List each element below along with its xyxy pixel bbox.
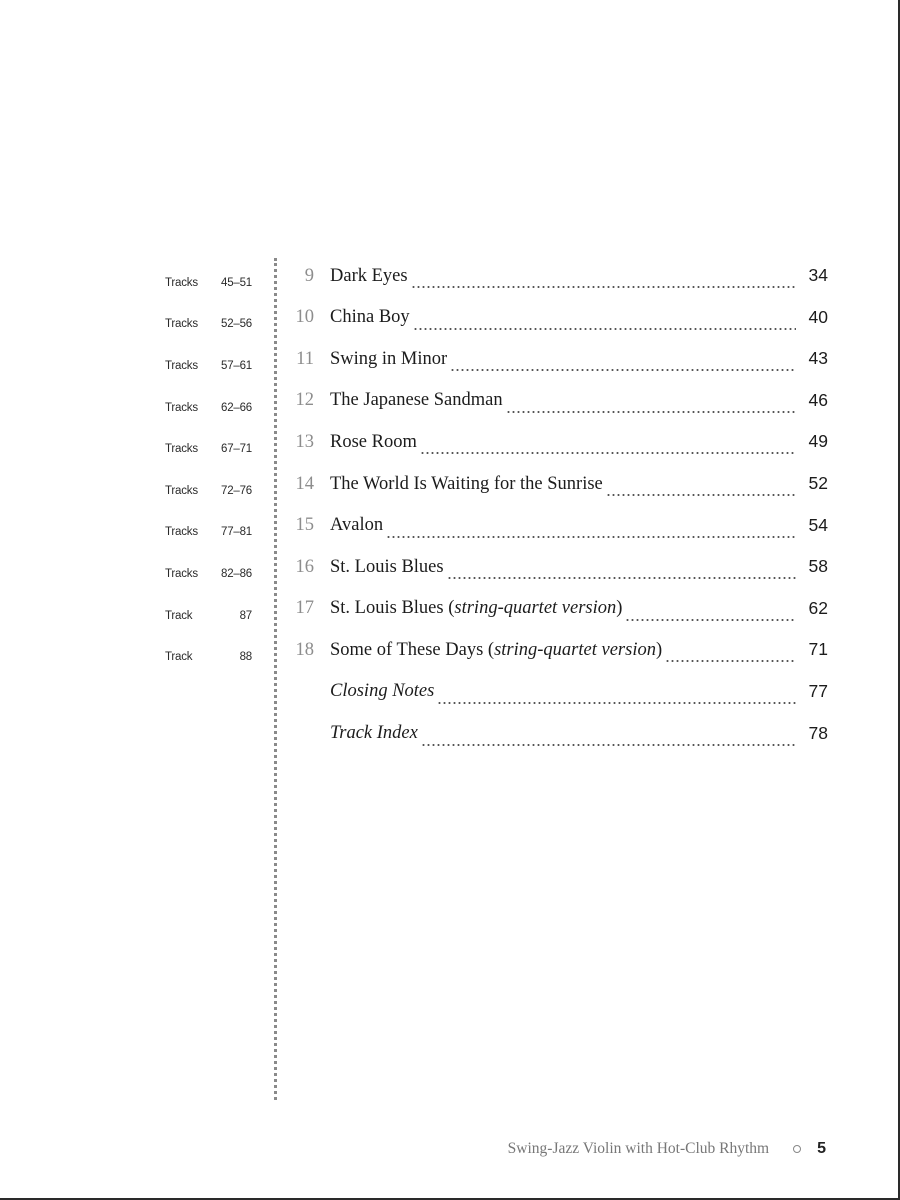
chapter-title: Avalon [330,515,384,536]
track-range: 72–76 [221,484,252,497]
track-label: Tracks [165,526,198,539]
chapter-number: 17 [295,598,314,619]
track-row [160,387,255,429]
chapter-number: 11 [296,348,314,369]
track-label: Tracks [165,484,198,497]
toc-entry-closing-notes[interactable] [284,671,828,713]
dot-leader [411,271,796,290]
track-range: 52–56 [221,318,252,331]
dot-leader [506,395,796,414]
page-number: 62 [808,597,828,618]
chapter-title: St. Louis Blues (string-quartet version) [330,598,623,619]
chapter-title-italic: string-quartet version [494,639,656,660]
dot-leader [447,562,796,581]
track-row [160,304,255,346]
track-row [160,636,255,678]
track-range: 67–71 [221,443,252,456]
dot-leader [437,686,796,705]
page-number: 46 [808,389,828,410]
chapter-title: The World Is Waiting for the Sunrise [330,473,603,494]
toc-entry-st-louis-blues-quartet[interactable] [284,588,828,630]
bullet-separator-icon [793,1145,801,1153]
track-row [160,595,255,637]
chapter-title-italic: string-quartet version [454,598,617,619]
toc-entry-world-waiting-sunrise[interactable] [284,463,828,505]
page-number: 54 [808,514,828,535]
page-number: 71 [808,639,828,660]
chapter-number: 14 [295,473,314,494]
page-number: 34 [808,265,828,286]
page-number: 40 [808,306,828,327]
chapter-title: Rose Room [330,431,417,452]
dot-leader [606,479,796,498]
page-number: 49 [808,431,828,452]
page-number: 78 [808,722,828,743]
dot-leader [421,728,796,747]
page-number: 58 [808,556,828,577]
chapter-title: Swing in Minor [330,348,448,369]
chapter-number: 9 [304,265,314,286]
chapter-title: Closing Notes [330,681,435,702]
toc-entry-china-boy[interactable] [284,297,828,339]
toc-entry-track-index[interactable] [284,713,828,755]
track-label: Tracks [165,567,198,580]
chapter-title-main: St. Louis Blues [330,598,449,619]
page-number: 52 [808,473,828,494]
track-column [160,262,255,678]
track-label: Tracks [165,401,198,414]
chapter-title: Dark Eyes [330,265,408,286]
chapter-title-main: Some of These Days [330,639,488,660]
track-row [160,553,255,595]
track-range: 87 [239,609,252,622]
chapter-title: Some of These Days (string-quartet version) [330,639,663,660]
chapter-title: The Japanese Sandman [330,390,503,411]
track-range: 82–86 [221,567,252,580]
chapter-number: 12 [295,390,314,411]
chapter-number: 15 [295,515,314,536]
track-row [160,345,255,387]
footer-page-number: 5 [817,1140,826,1157]
chapter-title: St. Louis Blues [330,556,444,577]
chapter-number: 16 [295,556,314,577]
dot-leader [625,603,796,622]
track-row [160,428,255,470]
toc-entry-rose-room[interactable] [284,421,828,463]
page-footer [508,1140,826,1158]
track-range: 77–81 [221,526,252,539]
track-range: 45–51 [221,276,252,289]
page-number: 43 [808,348,828,369]
chapter-number: 13 [295,431,314,452]
chapter-title: Track Index [330,723,418,744]
toc-entry-avalon[interactable] [284,505,828,547]
chapter-number: 10 [295,307,314,328]
track-range: 88 [239,651,252,664]
track-label: Track [165,651,193,664]
chapter-title: China Boy [330,307,410,328]
page-number: 77 [808,680,828,701]
track-label: Tracks [165,318,198,331]
toc-entry-some-of-these-days-quartet[interactable] [284,629,828,671]
track-row [160,470,255,512]
footer-book-title: Swing-Jazz Violin with Hot-Club Rhythm [507,1140,770,1157]
toc-entry-japanese-sandman[interactable] [284,380,828,422]
track-label: Track [165,609,193,622]
toc-entry-dark-eyes[interactable] [284,255,828,297]
chapter-number: 18 [295,639,314,660]
dotted-divider [274,258,277,1100]
table-of-contents [284,255,828,754]
dot-leader [665,645,796,664]
track-row [160,512,255,554]
dot-leader [386,520,796,539]
dot-leader [420,437,796,456]
track-label: Tracks [165,359,198,372]
toc-entry-swing-in-minor[interactable] [284,338,828,380]
track-range: 62–66 [221,401,252,414]
toc-entry-st-louis-blues[interactable] [284,546,828,588]
track-row [160,262,255,304]
dot-leader [450,354,796,373]
track-range: 57–61 [221,359,252,372]
track-label: Tracks [165,443,198,456]
track-label: Tracks [165,276,198,289]
dot-leader [413,312,796,331]
